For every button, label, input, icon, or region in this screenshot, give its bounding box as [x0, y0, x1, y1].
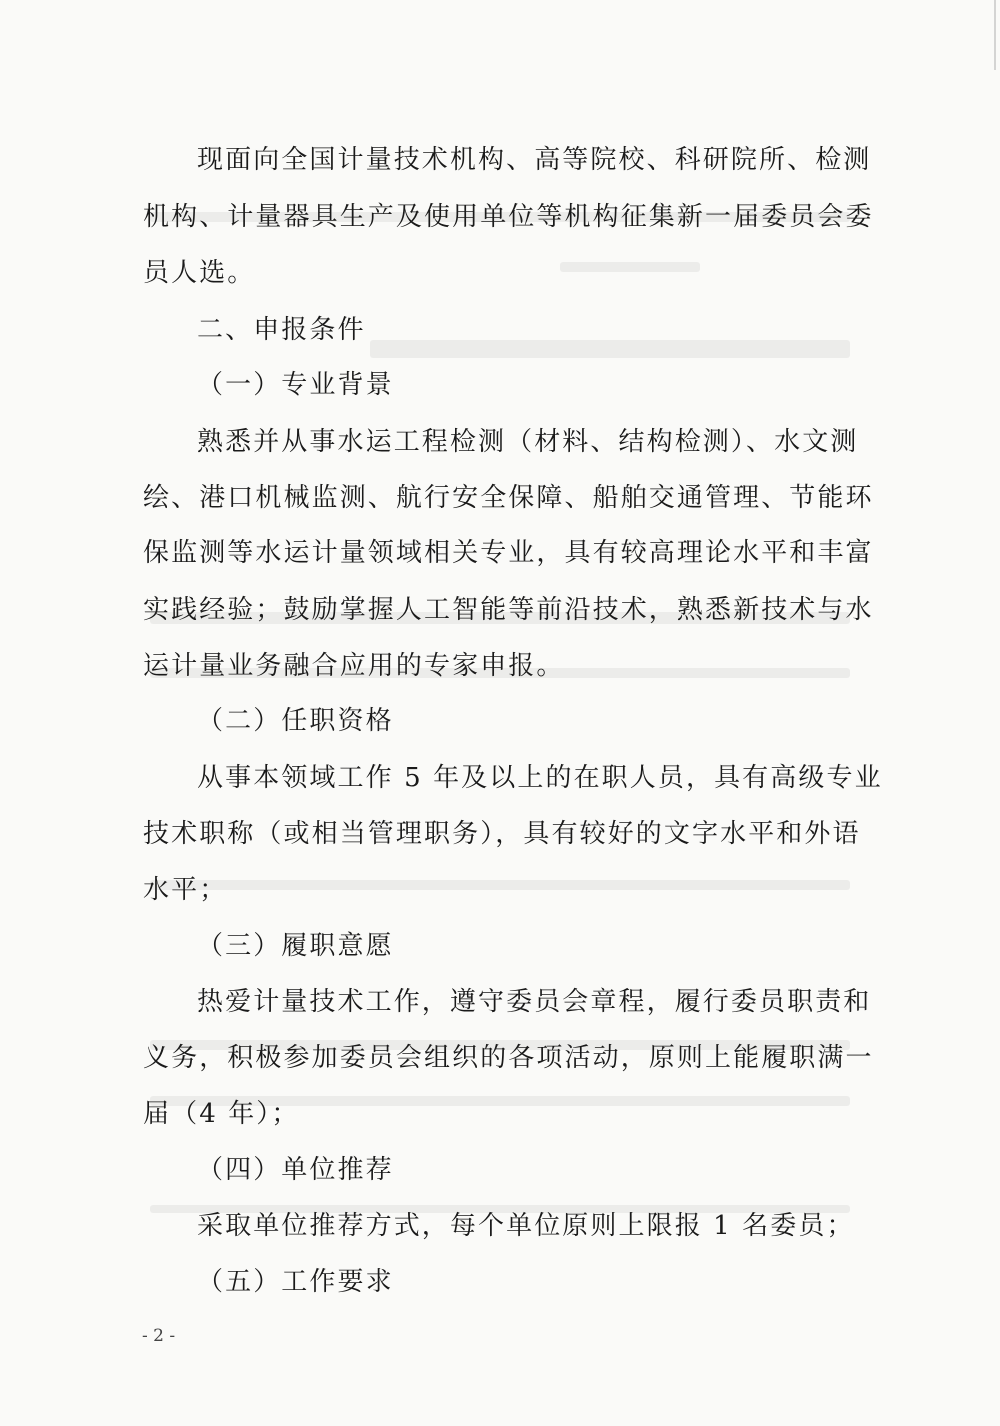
subsection-heading: （三）履职意愿 — [197, 931, 394, 961]
paragraph-line: 绘、港口机械监测、航行安全保障、船舶交通管理、节能环 — [143, 483, 874, 513]
paragraph-line: 熟悉并从事水运工程检测（材料、结构检测）、水文测 — [197, 427, 859, 457]
paragraph-line: 水平； — [143, 875, 228, 905]
subsection-heading: （二）任职资格 — [197, 706, 394, 736]
paragraph-line: 现面向全国计量技术机构、高等院校、科研院所、检测 — [197, 145, 872, 175]
paragraph-line: 保监测等水运计量领域相关专业，具有较高理论水平和丰富 — [143, 538, 874, 568]
subsection-heading: （五）工作要求 — [197, 1267, 394, 1297]
subsection-heading: （一）专业背景 — [197, 370, 394, 400]
paragraph-line: 运计量业务融合应用的专家申报。 — [143, 651, 565, 681]
subsection-heading: （四）单位推荐 — [197, 1155, 394, 1185]
scan-edge-mark — [994, 0, 996, 70]
paragraph-line: 员人选。 — [143, 258, 256, 288]
section-heading: 二、申报条件 — [197, 315, 366, 345]
page-number: - 2 - — [142, 1326, 176, 1346]
paragraph-line: 义务，积极参加委员会组织的各项活动，原则上能履职满一 — [143, 1043, 874, 1073]
paragraph-line: 实践经验；鼓励掌握人工智能等前沿技术，熟悉新技术与水 — [143, 595, 874, 625]
paragraph-line: 热爱计量技术工作，遵守委员会章程，履行委员职责和 — [197, 987, 872, 1017]
paragraph-line: 采取单位推荐方式，每个单位原则上限报 1 名委员； — [197, 1211, 855, 1241]
paragraph-line: 技术职称（或相当管理职务），具有较好的文字水平和外语 — [143, 819, 861, 849]
paragraph-line: 从事本领域工作 5 年及以上的在职人员，具有高级专业 — [197, 763, 883, 793]
paragraph-line: 届（4 年）； — [143, 1099, 300, 1129]
paragraph-line: 机构、计量器具生产及使用单位等机构征集新一届委员会委 — [143, 202, 874, 232]
